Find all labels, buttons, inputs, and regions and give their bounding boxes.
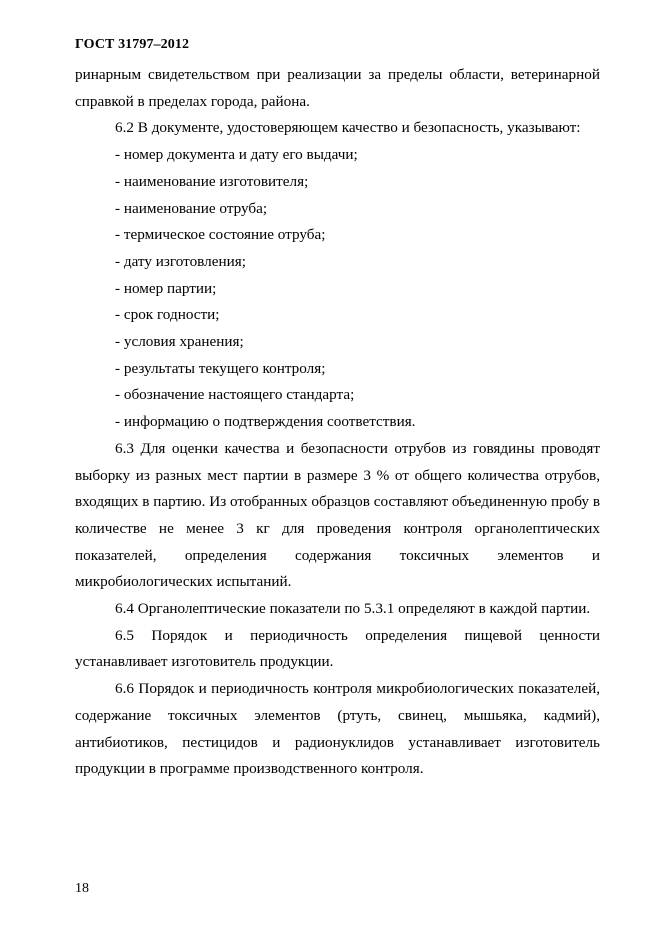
list-item: - условия хранения; (115, 333, 244, 351)
list-item: - обозначение настоящего стандарта; (115, 386, 355, 404)
list-item: - наименование отруба; (115, 199, 268, 217)
section-6-6-paragraph: 6.6 Порядок и периодичность контроля микробиологических показателей, содержание токсичных элементов (ртуть, свинец, мышьяка, кадмий), антибиотиков, пестицидов и радионуклидов устанавливает изготовитель продукции в программе производственного контроля. (75, 680, 600, 778)
list-item: - термическое состояние отруба; (115, 226, 326, 244)
list-item: - результаты текущего контроля; (115, 359, 326, 377)
section-6-3-paragraph: 6.3 Для оценки качества и безопасности отрубов из говядины проводят выборку из разных мест партии в размере 3 % от общего количества отрубов, входящих в партию. Из отобранных образцов составляют объединенную пробу в количестве не менее 3 кг для проведения контроля органолептических показателей, определения содержания токсичных элементов и микробиологических испытаний. (75, 439, 600, 591)
list-item: - наименование изготовителя; (115, 172, 309, 190)
list-item: - номер документа и дату его выдачи; (115, 146, 358, 164)
list-item: - информацию о подтверждения соответствия. (115, 413, 416, 431)
section-6-5-paragraph: 6.5 Порядок и периодичность определения пищевой ценности устанавливает изготовитель продукции. (75, 626, 600, 671)
document-body (75, 62, 600, 783)
section-6-4-paragraph: 6.4 Органолептические показатели по 5.3.1 определяют в каждой партии. (115, 600, 591, 618)
document-header: ГОСТ 31797–2012 (75, 37, 190, 52)
section-6-2-paragraph: 6.2 В документе, удостоверяющем качество и безопасность, указывают: (115, 119, 581, 137)
list-item: - срок годности; (115, 306, 220, 324)
page-number: 18 (75, 881, 89, 896)
list-item: - номер партии; (115, 279, 217, 297)
intro-paragraph: ринарным свидетельством при реализации за пределы области, ветеринарной справкой в пределах города, района. (75, 66, 600, 110)
list-item: - дату изготовления; (115, 252, 246, 270)
